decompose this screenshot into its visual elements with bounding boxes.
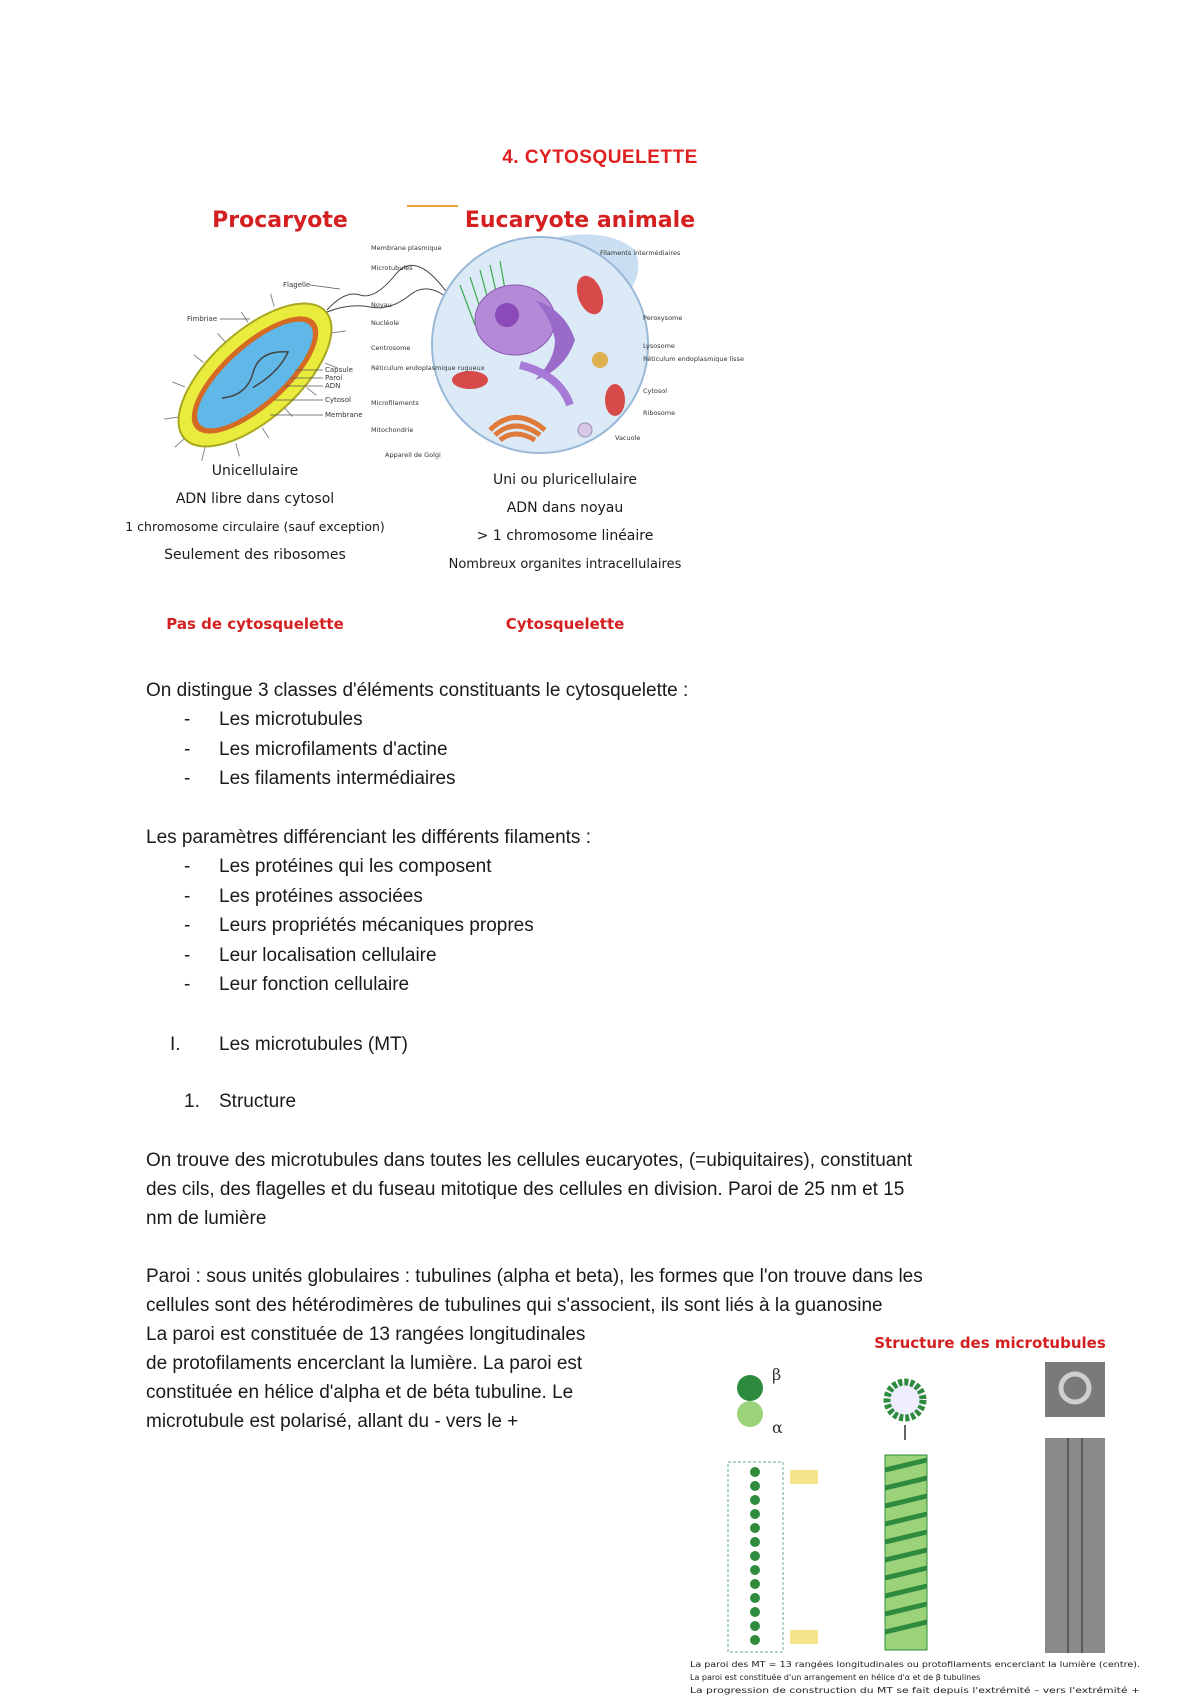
proka-label: Paroi <box>325 374 343 382</box>
euka-line: Nombreux organites intracellulaires <box>448 557 682 572</box>
intro-paragraph: On distingue 3 classes d'éléments constituants le cytosquelette : <box>146 680 689 701</box>
list-item: - Les microfilaments d'actine <box>184 738 448 760</box>
em-cross-section <box>1045 1362 1105 1417</box>
proka-line: ADN libre dans cytosol <box>175 491 335 507</box>
figure2-caption-line: La paroi est constituée d'un arrangement en hélice d'α et de β tubulines <box>690 1673 981 1682</box>
procaryote-header: Procaryote <box>212 208 348 233</box>
figure2-caption-line: La progression de construction du MT se fait depuis l'extrémité – vers l'extrémité + <box>690 1686 1024 1695</box>
parameters-list <box>146 852 534 1000</box>
microtubules-paragraph-line: On trouve des microtubules dans toutes les cellules eucaryotes, (=ubiquitaires), constituant <box>146 1150 913 1171</box>
list-item: - Les microtubules <box>184 709 363 730</box>
euka-label: Peroxysome <box>643 314 683 322</box>
figure2-title: Structure des microtubules <box>874 1334 1106 1352</box>
structure-paragraph-line: La paroi est constituée de 13 rangées longitudinales <box>146 1324 586 1345</box>
classes-list <box>146 705 456 794</box>
euka-footer: Cytosquelette <box>505 615 625 633</box>
euka-label: Réticulum endoplasmique lisse <box>643 355 744 363</box>
page-title: 4. CYTOSQUELETTE <box>502 147 698 168</box>
structure-paragraph-line: de protofilaments encerclant la lumière. La paroi est <box>146 1353 583 1374</box>
euka-label: Lysosome <box>643 342 675 350</box>
list-item: - Les filaments intermédiaires <box>184 768 456 789</box>
proka-label: ADN <box>325 382 341 390</box>
alpha-tubulin <box>737 1401 763 1427</box>
eucaryote-header: Eucaryote animale <box>464 208 696 233</box>
proka-line: Seulement des ribosomes <box>164 547 346 563</box>
proka-line: 1 chromosome circulaire (sauf exception) <box>125 519 385 534</box>
microtubules-paragraph-line: nm de lumière <box>146 1208 267 1229</box>
parameters-paragraph: Les paramètres différenciant les différents filaments : <box>146 827 591 848</box>
euka-label: Réticulum endoplasmique rugueux <box>371 364 485 372</box>
list-item: - Leurs propriétés mécaniques propres <box>184 915 534 936</box>
structure-paragraph-line: microtubule est polarisé, allant du - vers le + <box>146 1411 519 1432</box>
svg-text:β: β <box>772 1365 782 1384</box>
em-longitudinal <box>1045 1438 1105 1653</box>
euka-label: Appareil de Golgi <box>385 451 441 459</box>
structure-paragraph-line: constituée en hélice d'alpha et de béta tubuline. Le <box>146 1382 574 1403</box>
protofilament <box>750 1467 760 1645</box>
beta-tubulin <box>737 1375 763 1401</box>
cross-section <box>887 1382 923 1418</box>
paroi-paragraph-line: cellules sont des hétérodimères de tubulines qui s'associent, ils sont liés à la guanosine <box>146 1295 883 1316</box>
euka-label: Mitochondrie <box>371 426 414 434</box>
euka-label: Nucléole <box>371 319 400 327</box>
euka-label: Microtubules <box>371 264 413 272</box>
proka-label: Capsule <box>325 366 353 374</box>
euka-label: Microfilaments <box>371 399 419 407</box>
euka-label: Membrane plasmique <box>371 244 442 252</box>
proka-label: Cytosol <box>325 396 351 404</box>
proka-label: Flagelle <box>283 281 311 289</box>
euka-line: ADN dans noyau <box>506 500 624 516</box>
euka-label: Centrosome <box>371 344 411 352</box>
list-item: - Les protéines associées <box>184 885 423 907</box>
figure2-caption-line: La paroi des MT = 13 rangées longitudinales ou protofilaments encerclant la lumière (centre). <box>690 1660 1067 1669</box>
euka-label: Ribosome <box>643 409 676 417</box>
proka-label: Membrane <box>325 411 363 419</box>
cell-comparison-figure <box>125 195 744 645</box>
list-item: - Leur fonction cellulaire <box>184 974 410 995</box>
list-item: - Leur localisation cellulaire <box>184 944 437 966</box>
microtubule-structure-figure <box>690 1334 1140 1698</box>
paroi-paragraph-line: Paroi : sous unités globulaires : tubulines (alpha et beta), les formes que l'on trouve dans les <box>146 1266 923 1287</box>
svg-text:α: α <box>772 1418 783 1437</box>
proka-line: Unicellulaire <box>211 463 299 479</box>
proka-footer: Pas de cytosquelette <box>166 615 344 633</box>
list-item: - Les protéines qui les composent <box>184 856 492 877</box>
euka-label: Cytosol <box>643 387 668 395</box>
microtubules-paragraph-line: des cils, des flagelles et du fuseau mitotique des cellules en division. Paroi de 25 nm et 15 <box>146 1179 905 1200</box>
euka-label: Noyau <box>371 301 392 309</box>
euka-label: Vacuole <box>615 434 641 442</box>
proka-label: Fimbriae <box>187 315 218 323</box>
euka-line: > 1 chromosome linéaire <box>476 528 654 544</box>
eukaryote-drawing <box>432 234 648 453</box>
euka-line: Uni ou pluricellulaire <box>492 472 638 488</box>
euka-label: Filaments intermédiaires <box>600 249 681 257</box>
